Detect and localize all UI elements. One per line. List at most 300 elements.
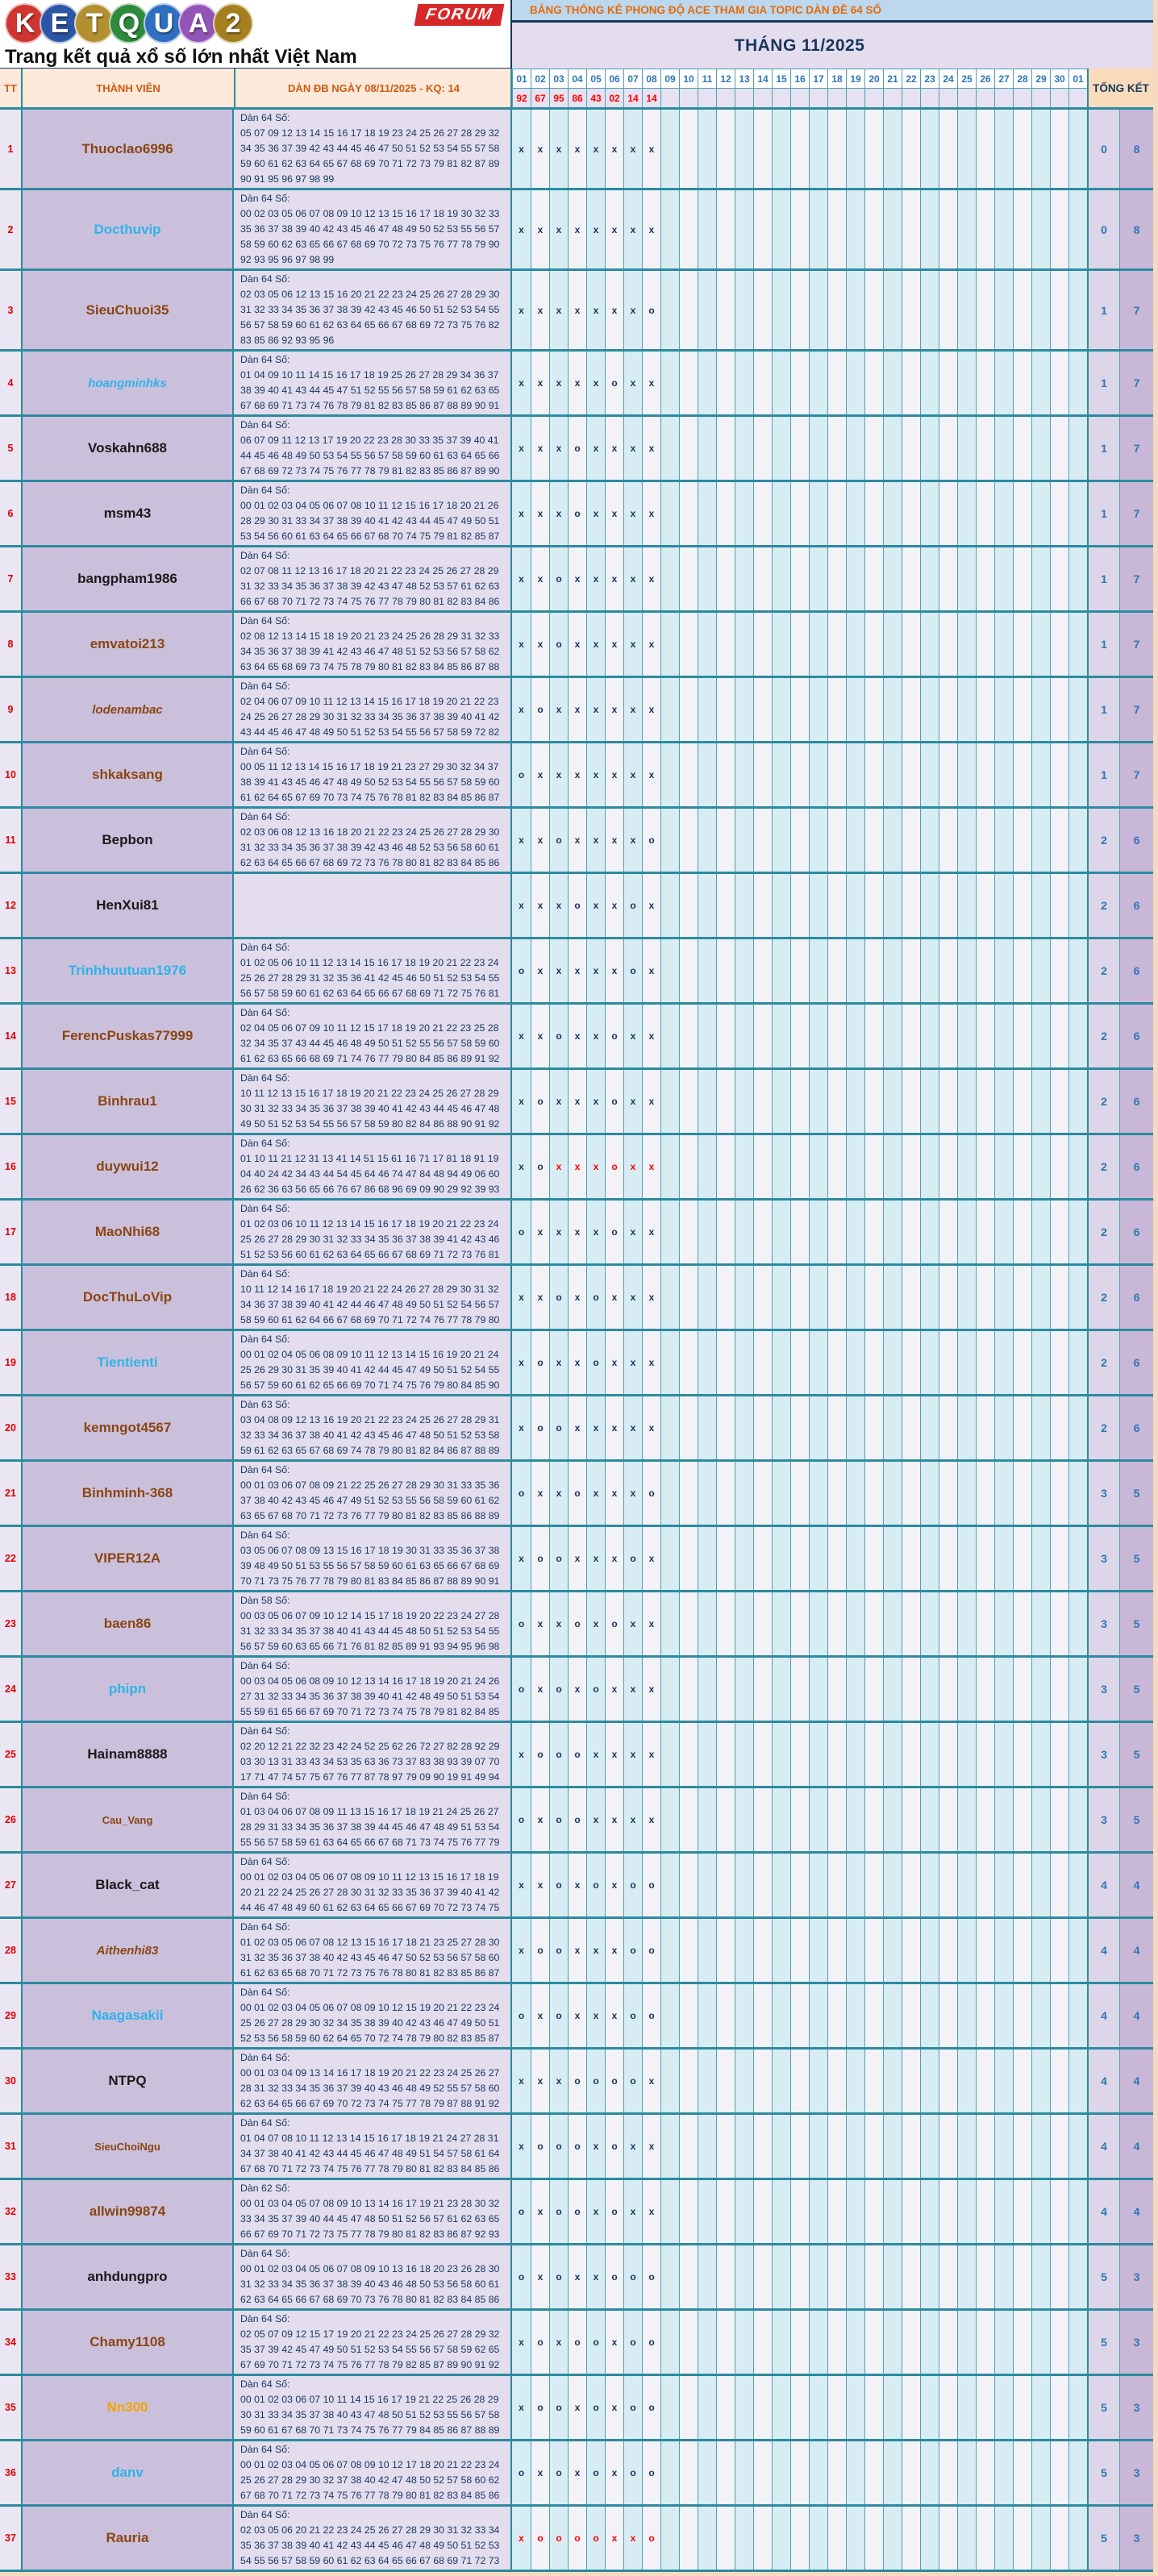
day-cell <box>531 1331 549 1394</box>
numbers-line: 02 03 06 08 12 13 16 18 20 21 22 23 24 25 26 27 28 29 30 <box>240 826 500 838</box>
day-cell <box>586 1396 605 1459</box>
result-value <box>1050 88 1068 107</box>
total-hit: 5 <box>1119 1658 1153 1721</box>
total-hit: 7 <box>1119 352 1153 414</box>
day-cell <box>827 1135 846 1198</box>
day-cell <box>920 2376 939 2439</box>
day-cell <box>698 2050 716 2112</box>
mark: o <box>518 769 525 780</box>
day-cell <box>772 2050 790 2112</box>
day-cell <box>735 1201 753 1263</box>
day-cell <box>827 1005 846 1067</box>
day-cell <box>698 2245 716 2308</box>
member-name[interactable]: Thuoclao6996 <box>21 110 234 188</box>
day-cell <box>809 110 827 188</box>
day-cell <box>512 1462 531 1525</box>
day-cell <box>642 110 660 188</box>
day-cell <box>660 2050 679 2112</box>
day-header: 02 <box>531 69 549 88</box>
numbers-line: 03 30 13 31 33 43 34 53 35 63 36 73 37 83 38 93 39 07 70 <box>240 1756 500 1767</box>
day-cell <box>735 1919 753 1982</box>
mark: o <box>648 2467 655 2478</box>
member-name[interactable]: Cau_Vang <box>21 1788 234 1851</box>
mark: x <box>593 900 599 911</box>
mark: o <box>593 2532 599 2544</box>
day-cell <box>1031 2507 1050 2570</box>
mark: x <box>630 1618 636 1629</box>
mark: x <box>630 1683 636 1695</box>
day-cell <box>1013 1984 1031 2047</box>
day-cell <box>1031 110 1050 188</box>
day-cell <box>642 190 660 268</box>
day-cell <box>735 2050 753 2112</box>
day-cell <box>623 1462 642 1525</box>
numbers-line: 51 52 53 56 60 61 62 63 64 65 66 67 68 69 71 72 73 76 81 <box>240 1249 500 1260</box>
member-row <box>0 480 1153 545</box>
day-cell <box>790 1396 809 1459</box>
member-name[interactable]: shkaksang <box>21 743 234 806</box>
member-name[interactable]: Docthuvip <box>21 190 234 268</box>
day-cell <box>976 1723 994 1786</box>
mark: o <box>537 1357 544 1368</box>
mark: x <box>537 2075 544 2087</box>
mark: o <box>556 2206 562 2217</box>
day-cell <box>549 547 568 610</box>
day-header: 15 <box>772 69 790 88</box>
day-cell <box>864 613 883 676</box>
day-cell <box>846 190 864 268</box>
member-name[interactable]: msm43 <box>21 482 234 545</box>
member-row <box>0 2047 1153 2112</box>
day-cell <box>753 547 772 610</box>
result-value: 14 <box>642 88 660 107</box>
day-cell <box>827 2311 846 2374</box>
day-cell <box>920 417 939 480</box>
total-hit: 7 <box>1119 482 1153 545</box>
member-name[interactable]: phipn <box>21 1658 234 1721</box>
day-cell <box>939 2180 957 2243</box>
numbers-cell <box>234 1592 512 1655</box>
mark: x <box>519 1161 524 1172</box>
mark: o <box>556 2402 562 2413</box>
day-cell <box>957 939 976 1002</box>
member-row <box>0 1198 1153 1263</box>
day-cell <box>1031 2050 1050 2112</box>
day-cell <box>772 190 790 268</box>
day-cell <box>957 547 976 610</box>
day-cell <box>994 939 1013 1002</box>
member-name[interactable]: lodenambac <box>21 678 234 741</box>
day-cell <box>716 2245 735 2308</box>
mark: x <box>611 443 618 454</box>
mark: x <box>593 1618 599 1629</box>
total-hit: 3 <box>1119 2441 1153 2504</box>
member-name[interactable]: anhdungpro <box>21 2245 234 2308</box>
day-cell <box>957 2050 976 2112</box>
mark: o <box>574 2206 581 2217</box>
col-header-tt: TT <box>4 81 17 94</box>
row-index: 17 <box>0 1201 21 1263</box>
day-cell <box>827 1331 846 1394</box>
day-cell <box>790 1592 809 1655</box>
member-name[interactable]: Hainam8888 <box>21 1723 234 1786</box>
member-row <box>0 1786 1153 1851</box>
day-cell <box>994 1005 1013 1067</box>
mark: o <box>648 2337 655 2348</box>
member-name[interactable]: duywui12 <box>21 1135 234 1198</box>
day-cell <box>976 1854 994 1916</box>
mark: x <box>574 965 581 976</box>
day-cell <box>698 1331 716 1394</box>
day-cell <box>753 2311 772 2374</box>
numbers-line: 26 62 36 63 56 65 66 76 67 86 68 96 69 09 90 29 92 39 93 <box>240 1184 500 1195</box>
mark: o <box>648 2271 655 2283</box>
mark: o <box>556 2010 562 2021</box>
logo[interactable] <box>0 0 512 69</box>
mark: x <box>611 223 618 235</box>
member-name[interactable]: hoangminhks <box>21 352 234 414</box>
mark: x <box>556 377 562 389</box>
day-header: 18 <box>827 69 846 88</box>
numbers-cell <box>234 190 512 268</box>
numbers-cell <box>234 2050 512 2112</box>
mark: o <box>611 1096 618 1107</box>
day-cell <box>809 1788 827 1851</box>
day-cell <box>976 1984 994 2047</box>
row-index: 28 <box>0 1919 21 1982</box>
day-cell <box>957 678 976 741</box>
member-name[interactable]: Voskahn688 <box>21 417 234 480</box>
day-cell <box>549 2311 568 2374</box>
day-cell <box>753 1854 772 1916</box>
member-row <box>0 2112 1153 2178</box>
mark: o <box>537 1422 544 1434</box>
day-cell <box>642 2311 660 2374</box>
day-cell <box>623 1201 642 1263</box>
row-index: 27 <box>0 1854 21 1916</box>
day-cell <box>976 1919 994 1982</box>
result-value <box>846 88 864 107</box>
mark: o <box>537 2532 544 2544</box>
member-name[interactable]: FerencPuskas77999 <box>21 1005 234 1067</box>
day-cell <box>605 1527 623 1590</box>
day-cell <box>846 678 864 741</box>
day-cell <box>605 352 623 414</box>
day-cell <box>864 417 883 480</box>
member-name[interactable]: Aithenhi83 <box>21 1919 234 1982</box>
day-cell <box>1068 1527 1087 1590</box>
day-cell <box>864 1919 883 1982</box>
day-cell <box>957 1201 976 1263</box>
day-cell <box>772 1984 790 2047</box>
day-cell <box>735 874 753 937</box>
member-row <box>0 1721 1153 1786</box>
member-name[interactable]: SieuChoiNgu <box>21 2115 234 2178</box>
numbers-cell <box>234 678 512 741</box>
day-cell <box>846 1984 864 2047</box>
day-cell <box>716 743 735 806</box>
day-cell <box>623 613 642 676</box>
day-cell <box>1031 1854 1050 1916</box>
day-cell <box>642 2507 660 2570</box>
mark: x <box>630 573 636 585</box>
numbers-cell <box>234 1984 512 2047</box>
mark: x <box>630 1357 636 1368</box>
mark: o <box>574 1814 581 1825</box>
day-cell <box>586 1005 605 1067</box>
mark: x <box>574 769 581 780</box>
mark: o <box>556 2532 562 2544</box>
day-cell <box>920 678 939 741</box>
day-cell <box>957 2441 976 2504</box>
day-cell <box>586 2180 605 2243</box>
numbers-line: 30 31 33 34 35 37 38 40 43 47 48 50 51 52 53 55 56 57 58 <box>240 2409 500 2420</box>
day-cell <box>1050 1070 1068 1133</box>
numbers-cell <box>234 1723 512 1786</box>
day-cell <box>735 1788 753 1851</box>
day-cell <box>809 1854 827 1916</box>
col-header-dan: DÀN ĐB NGÀY 08/11/2025 - KQ: 14 <box>234 69 512 107</box>
day-cell <box>623 1919 642 1982</box>
numbers-line: 56 57 59 60 61 62 65 66 69 70 71 74 75 76 79 80 84 85 90 <box>240 1380 500 1391</box>
mark: o <box>537 1096 544 1107</box>
numbers-line: 38 39 40 41 43 44 45 47 51 52 55 56 57 58 59 61 62 63 65 <box>240 385 500 396</box>
mark: o <box>630 2271 636 2283</box>
day-cell <box>790 1854 809 1916</box>
mark: o <box>648 2402 655 2413</box>
total-hit: 6 <box>1119 1331 1153 1394</box>
day-cell <box>642 2376 660 2439</box>
numbers-line: 01 10 11 21 12 31 13 41 14 51 15 61 16 71 17 81 18 91 19 <box>240 1153 499 1164</box>
mark: o <box>593 1879 599 1891</box>
day-cell <box>1068 482 1087 545</box>
day-cell <box>883 1070 902 1133</box>
day-cell <box>939 1919 957 1982</box>
member-name[interactable]: HenXui81 <box>21 874 234 937</box>
mark: x <box>537 1814 544 1825</box>
numbers-line: 00 01 02 04 05 06 08 09 10 11 12 13 14 15 16 19 20 21 24 <box>240 1349 499 1360</box>
day-cell <box>698 1854 716 1916</box>
mark: x <box>611 834 618 846</box>
day-cell <box>586 1070 605 1133</box>
day-cell <box>735 2245 753 2308</box>
day-cell <box>753 1658 772 1721</box>
day-cell <box>883 2311 902 2374</box>
numbers-line: 49 50 51 52 53 54 55 56 57 58 59 80 82 84 86 88 90 91 92 <box>240 1118 500 1130</box>
mark: x <box>593 1814 599 1825</box>
day-cell <box>864 678 883 741</box>
numbers-label: Dàn 64 Số: <box>240 1725 290 1737</box>
member-name[interactable]: Binhrau1 <box>21 1070 234 1133</box>
day-cell <box>1031 547 1050 610</box>
total-hit: 4 <box>1119 1919 1153 1982</box>
day-cell <box>623 190 642 268</box>
total-miss: 5 <box>1087 2245 1119 2308</box>
day-cell <box>1050 2050 1068 2112</box>
member-name[interactable]: Naagasakii <box>21 1984 234 2047</box>
day-cell <box>716 2180 735 2243</box>
day-cell <box>716 417 735 480</box>
day-cell <box>660 1723 679 1786</box>
day-cell <box>623 2441 642 2504</box>
numbers-line: 25 26 29 30 31 35 39 40 41 42 44 45 47 49 50 51 52 54 55 <box>240 1364 500 1375</box>
numbers-line: 02 04 05 06 07 09 10 11 12 15 17 18 19 20 21 22 23 25 28 <box>240 1022 499 1034</box>
member-name[interactable]: emvatoi213 <box>21 613 234 676</box>
day-cell <box>939 2376 957 2439</box>
mark: x <box>648 2206 655 2217</box>
day-cell <box>698 809 716 872</box>
day-cell <box>920 190 939 268</box>
numbers-line: 01 03 04 06 07 08 09 11 13 15 16 17 18 19 21 24 25 26 27 <box>240 1806 499 1817</box>
day-cell <box>1068 2245 1087 2308</box>
day-cell <box>902 1919 920 1982</box>
day-cell <box>1068 1592 1087 1655</box>
day-cell <box>512 1201 531 1263</box>
day-cell <box>902 1396 920 1459</box>
member-name[interactable]: bangpham1986 <box>21 547 234 610</box>
day-cell <box>623 1005 642 1067</box>
member-row <box>0 2243 1153 2308</box>
mark: x <box>630 143 636 155</box>
day-cell <box>939 1527 957 1590</box>
numbers-cell <box>234 1331 512 1394</box>
day-cell <box>809 1070 827 1133</box>
day-cell <box>716 874 735 937</box>
day-cell <box>735 547 753 610</box>
day-cell <box>772 2245 790 2308</box>
day-cell <box>1050 2245 1068 2308</box>
day-cell <box>698 939 716 1002</box>
member-name[interactable]: allwin99874 <box>21 2180 234 2243</box>
day-cell <box>586 547 605 610</box>
day-cell <box>1031 1984 1050 2047</box>
mark: o <box>574 1488 581 1499</box>
mark: x <box>648 1749 655 1760</box>
member-name[interactable]: DocThuLoVip <box>21 1266 234 1329</box>
day-cell <box>586 1135 605 1198</box>
day-cell <box>549 2376 568 2439</box>
member-name[interactable]: Binhminh-368 <box>21 1462 234 1525</box>
day-cell <box>735 1462 753 1525</box>
day-cell <box>920 2115 939 2178</box>
day-cell <box>605 417 623 480</box>
member-name[interactable]: Chamy1108 <box>21 2311 234 2374</box>
day-header: 20 <box>864 69 883 88</box>
day-cell <box>883 2441 902 2504</box>
member-name[interactable]: Trinhhuutuan1976 <box>21 939 234 1002</box>
numbers-line: 34 37 38 40 41 42 43 44 45 46 47 48 49 51 54 57 58 61 64 <box>240 2148 500 2159</box>
day-cell <box>920 482 939 545</box>
day-cell <box>753 2180 772 2243</box>
day-cell <box>883 1005 902 1067</box>
day-header: 05 <box>586 69 605 88</box>
day-cell <box>864 1462 883 1525</box>
member-name[interactable]: NTPQ <box>21 2050 234 2112</box>
mark: x <box>630 2206 636 2217</box>
day-cell <box>809 1331 827 1394</box>
day-cell <box>920 1135 939 1198</box>
total-hit: 7 <box>1119 417 1153 480</box>
day-cell <box>864 2507 883 2570</box>
day-cell <box>1068 2050 1087 2112</box>
numbers-cell <box>234 2507 512 2570</box>
mark: x <box>556 508 562 519</box>
day-cell <box>772 2507 790 2570</box>
member-name[interactable]: kemngot4567 <box>21 1396 234 1459</box>
row-index: 11 <box>0 809 21 872</box>
day-cell <box>531 1854 549 1916</box>
day-cell <box>642 1527 660 1590</box>
day-cell <box>1068 417 1087 480</box>
day-cell <box>1013 352 1031 414</box>
day-cell <box>660 1658 679 1721</box>
day-cell <box>809 2441 827 2504</box>
day-cell <box>790 352 809 414</box>
day-cell <box>1013 1527 1031 1590</box>
day-cell <box>1050 190 1068 268</box>
day-cell <box>1031 874 1050 937</box>
day-cell <box>827 678 846 741</box>
day-cell <box>623 1527 642 1590</box>
member-name[interactable]: Nn300 <box>21 2376 234 2439</box>
member-name[interactable]: MaoNhi68 <box>21 1201 234 1263</box>
mark: x <box>648 223 655 235</box>
day-cell <box>660 190 679 268</box>
member-name[interactable]: VIPER12A <box>21 1527 234 1590</box>
day-cell <box>698 2311 716 2374</box>
day-cell <box>642 547 660 610</box>
day-cell <box>994 110 1013 188</box>
member-name[interactable]: Rauria <box>21 2507 234 2570</box>
mark: x <box>574 834 581 846</box>
numbers-line: 63 65 67 68 70 71 72 73 76 77 79 80 81 82 83 85 86 88 89 <box>240 1510 500 1521</box>
member-name[interactable]: baen86 <box>21 1592 234 1655</box>
member-name[interactable]: Black_cat <box>21 1854 234 1916</box>
numbers-cell <box>234 352 512 414</box>
member-name[interactable]: SieuChuoi35 <box>21 271 234 349</box>
member-name[interactable]: Tientienti <box>21 1331 234 1394</box>
day-cell <box>679 2376 698 2439</box>
day-cell <box>1013 1854 1031 1916</box>
day-cell <box>976 190 994 268</box>
day-cell <box>976 1331 994 1394</box>
member-name[interactable]: Bepbon <box>21 809 234 872</box>
numbers-line: 39 48 49 50 51 53 55 56 57 58 59 60 61 63 65 66 67 68 69 <box>240 1560 500 1571</box>
mark: x <box>574 1096 581 1107</box>
mark: o <box>648 1945 655 1956</box>
day-cell <box>846 1592 864 1655</box>
numbers-cell <box>234 1070 512 1133</box>
day-cell <box>1050 809 1068 872</box>
numbers-cell <box>234 1396 512 1459</box>
day-cell <box>660 1005 679 1067</box>
day-cell <box>994 1201 1013 1263</box>
member-name[interactable]: danv <box>21 2441 234 2504</box>
member-row <box>0 1459 1153 1525</box>
day-cell <box>605 271 623 349</box>
numbers-line: 03 04 08 09 12 13 16 19 20 21 22 23 24 25 26 27 28 29 31 <box>240 1414 500 1425</box>
day-cell <box>957 352 976 414</box>
day-cell <box>809 1919 827 1982</box>
day-cell <box>605 743 623 806</box>
day-cell <box>1068 352 1087 414</box>
mark: x <box>593 1096 599 1107</box>
numbers-line: 02 20 12 21 22 32 23 42 24 52 25 62 26 72 27 82 28 92 29 <box>240 1741 500 1752</box>
day-header: 24 <box>939 69 957 88</box>
day-cell <box>790 2050 809 2112</box>
day-cell <box>568 2376 586 2439</box>
mark: o <box>537 2337 544 2348</box>
